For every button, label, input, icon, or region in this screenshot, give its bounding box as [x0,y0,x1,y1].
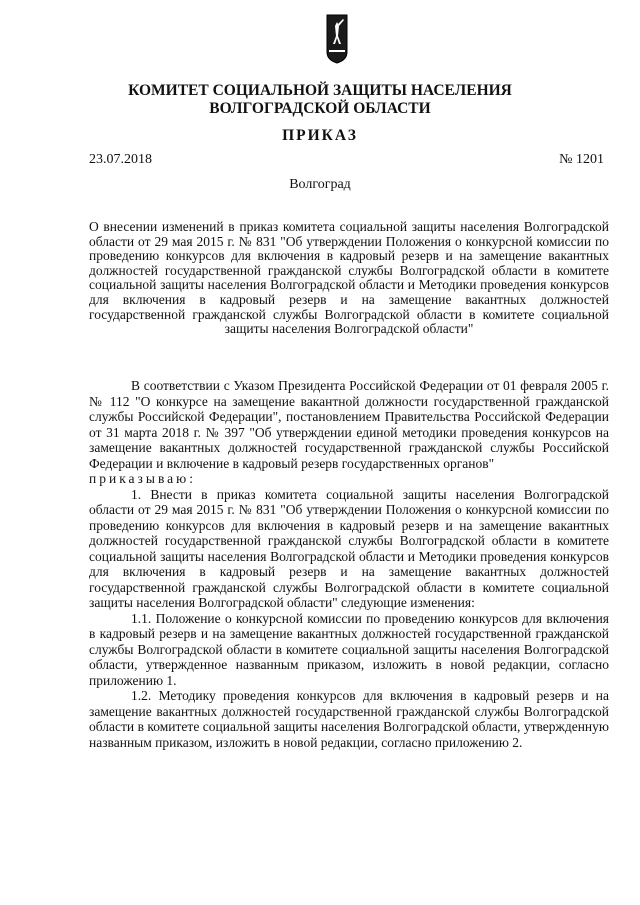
item-1-1-paragraph: 1.1. Положение о конкурсной комиссии по проведению конкурсов для включения в кадровый резерв и на замещение вакантных должностей государственной гражданской службы Волгоградской области в комитете социальной защиты населения Волгоградской области, утвержденное названным приказом, изложить в новой редакции, согласно приложению 1. [89,610,609,688]
order-word: приказываю: [89,471,196,486]
item-1-2-paragraph: 1.2. Методику проведения конкурсов для включения в кадровый резерв и на замещение вакантных должностей государственной гражданской службы Волгоградской области в комитете социальной защиты населения Волгоградской области, утвержденную названным приказом, изложить в новой редакции, согласно приложению 2. [89,688,609,750]
document-city: Волгоград [289,177,351,192]
preamble-paragraph: В соответствии с Указом Президента Российской Федерации от 01 февраля 2005 г. № 112 "О конкурсе на замещение вакантной должности государственной гражданской службы Российской Федерации", постановлением Правительства Российской Федерации от 31 марта 2018 г. № 397 "Об утверждении единой методики проведения конкурсов на замещение вакантных должностей государственной гражданской службы Российской Федерации и включение в кадровый резерв государственных органов" [89,378,609,471]
org-line-2: ВОЛГОГРАДСКОЙ ОБЛАСТИ [209,100,431,117]
document-date: 23.07.2018 [89,152,152,167]
document-type: ПРИКАЗ [282,127,358,144]
organization-name [0,82,640,118]
org-line-1: КОМИТЕТ СОЦИАЛЬНОЙ ЗАЩИТЫ НАСЕЛЕНИЯ [128,82,512,99]
document-number: № 1201 [559,152,604,167]
document-body [89,378,609,750]
document-subject: О внесении изменений в приказ комитета социальной защиты населения Волгоградской области от 29 мая 2015 г. № 831 "Об утверждении Положения о конкурсной комиссии по проведению конкурсов для включения в кадровый резерв и на замещение вакантных должностей государственной гражданской службы Волгоградской области в комитете социальной защиты населения Волгоградской области и Методики проведения конкурсов для включения в кадровый резерв и на замещение вакантных должностей государственной гражданской службы Волгоградской области в комитете социальной защиты населения Волгоградской области" [89,219,609,337]
item-1-paragraph: 1. Внести в приказ комитета социальной защиты населения Волгоградской области от 29 мая 2015 г. № 831 "Об утверждении Положения о конкурсной комиссии по проведению конкурсов для включения в кадровый резерв и на замещение вакантных должностей государственной гражданской службы Волгоградской области в комитете социальной защиты населения Волгоградской области и Методики проведения конкурсов для включения в кадровый резерв и на замещение вакантных должностей государственной гражданской службы Волгоградской области в комитете социальной защиты населения Волгоградской области" следующие изменения: [89,486,609,610]
volgograd-coat-of-arms-icon [326,14,348,64]
